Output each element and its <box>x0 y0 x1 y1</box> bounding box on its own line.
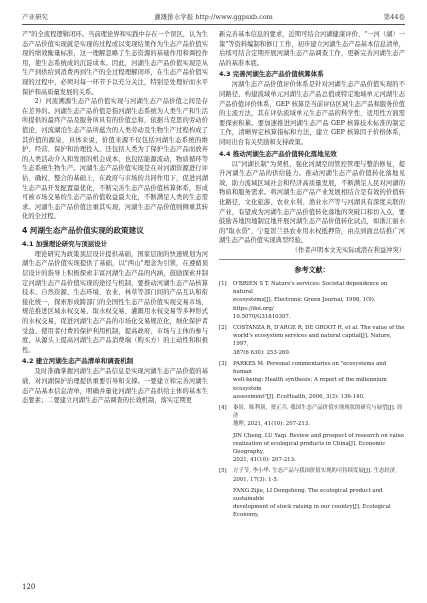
header-journal: 灌溉排水学报 http://www.ggpsxb.com <box>154 13 273 21</box>
reference-line: assessment"[J]. EcoHealth, 2006, 3(3): 136-140. <box>233 393 365 400</box>
reference-item <box>219 487 405 520</box>
reference-item <box>219 360 405 401</box>
reference-number <box>219 487 233 520</box>
reference-line: 地理, 2021, 41(10): 207-213. <box>233 421 310 428</box>
reference-line: realization of ecological products in China[J]. Economic Geography, <box>233 440 386 455</box>
reference-line: well-being: Health synthesis: A report of the millennium ecosystem <box>233 377 387 392</box>
section-4-heading: 4 河湖生态产品价值实现的政策建议 <box>22 225 144 235</box>
paragraph: 河湖生态产品价值评价体系是针对河湖生态产品价值实现的不同路径，构建流域单元河湖生态产品总值或特定地域单元河湖生态产品价值评价体系，GEP 核算是当前评估区域生态产品和服务价值的主流方法，其在评估流域单元生态产品的科学性、适用性方面需要探索积累。要加速推进河湖生态产品 GEP 核算技术标准的制定工作，清晰界定核算指标和方法，建立 GEP 核算因子价格体系，同时出台有关奖励和支持政策。 <box>219 81 405 146</box>
reference-line: ecosystems[J]. Electronic Green Journal, 1998, 1(9). https://doi.org/ <box>233 297 376 312</box>
paragraph: 2）河流溯源生态产品价值实现与河湖生态产品价值之间是存在差异的。河湖生态产品价值是指河湖生态系统为人类生产和生活所提供的最终产品及服务所具有的价值总和，依据马克思的劳动价值论，河流湖泊生态产品所蕴含的人类劳动及生物生产过程构成了其价值的源泉，具体来说，价值来源不仅包括河湖生态系统的维护、经营、保护和治理投入，还包括人类为了保护生态产品而放弃的人类活动介入和发展的机会成本，也包括能源流动，物质循环等生态系统生物生产。河湖生态产品价值实现是在对河湖资源进行评估、确权、整合的基础上，在政府与市场的共同作用下，促进河湖生态产品开发配置最优化，不断完善生态产品价值核算体系，形成可被市场交易的生态产品价值收益最大化，不断满足人类的生态需求。河湖生态产品价值注重其实现，河湖生态产品价值则侧重其转化的全过程。 <box>22 98 208 221</box>
paragraph: 理论研究为政策顶层设计提供基础，国家层面的快速规划为河湖生态产品价值实现提供了基础，以"两山"理念为引领，在遵循顶层设计的指导上积极探索丰富河湖生态产品的内涵，鼓励探索并制定河湖生态产品价值实现的途径与机制，要推动河湖生态产品核算技术、自然资源、生态环境、农业、林草等部门间的产品互认和衔接化统一，探索形成跨部门的全国性生态产品价值实现交易市场，规范推进区域水权交易、取水权交易、灌溉用水权交易等多种形式的水权交易，促进河湖生态产品的市场化交易规范化，细化保护者受益、使用者付费的保护利用机制，提高政府、市场与主体的参与度，从源头上提高河湖生态产品消费端（购买方）的主动性和积极性。 <box>22 250 208 354</box>
reference-number <box>219 432 233 465</box>
left-column <box>22 30 208 406</box>
reference-line: 秦景，陈利顶，贾正兵. 我国生态产品价值实现现状的研究与展望[J]. 经济 <box>233 404 403 420</box>
right-column <box>219 30 405 523</box>
reference-line: 10.5070/G31810307. <box>233 313 291 320</box>
reference-item <box>219 432 405 465</box>
reference-line: O'BRIEN S T. Nature's services: Societal dependence on natural <box>233 281 388 296</box>
header-volume: 第44卷 <box>383 13 405 21</box>
reference-line: 方子节, 李小华. 生态产品与我国价值实现的可持续发展[J]. 生态经济, <box>233 468 397 475</box>
reference-line: FANG Zijie, LI Dongsheng. The ecological product and sustainable <box>233 487 383 502</box>
reference-number: [5] <box>219 468 227 475</box>
page-number: 120 <box>22 583 36 591</box>
reference-number: [4] <box>219 404 227 411</box>
paragraph: 新完善基本信息的要求，近期可结合河湖健康评价、"一河（湖）一策"等资料编制和修订工作，初步建立河湖生态产品基本信息清单，后续可结合定期开展河湖生态产品调查工作，更新完善河湖生态产品的基准本底。 <box>219 31 405 67</box>
running-header <box>22 10 405 25</box>
reference-line: 2021, 41(10): 207-213. <box>233 457 296 464</box>
reference-line: COSTANZA R, D'ARGE R, DE GROOT R, et al. The value of the <box>233 325 405 332</box>
section-4-4-heading: 4.4 推动河湖生态产品价值转化落地见效 <box>219 149 337 158</box>
reference-list <box>219 280 405 519</box>
reference-line: JIN Cheng, LU Yaqi. Review and prospect of research on value <box>233 432 405 439</box>
reference-line: 387(6 630): 253-260. <box>233 349 291 356</box>
reference-item <box>219 280 405 321</box>
reference-item <box>219 324 405 357</box>
references-heading: 参考文献： <box>294 266 330 275</box>
reference-number: [3] <box>219 360 227 367</box>
paragraph: 及时准确掌握河湖生态产品信息是实现河湖生态产品价值的基础，对河湖保护治理提供重要引导和支撑。一要建立和完善河湖生态产品基本信息清单，明确并量化河湖生态产品供给主体的基本生态要素；二要建立河湖生态产品调查的长效机制，落实定期更 <box>22 368 208 405</box>
reference-line: development of stock raising in our country[J]. Ecological Economy, <box>233 504 391 519</box>
section-4-3-heading: 4.3 完善河湖生态产品价值核算体系 <box>219 70 324 79</box>
section-4-2-heading: 4.2 建立河湖生态产品清单和调查机制 <box>22 357 134 366</box>
reference-number: [1] <box>219 281 227 288</box>
reference-number: [2] <box>219 325 227 332</box>
conflict-statement: （作者声明本文无实际或潜在利益冲突） <box>291 246 405 254</box>
reference-item <box>219 467 405 483</box>
reference-line: 2001, 17(3): 1-5. <box>233 476 279 483</box>
paragraph: 以"河湖长制"为契机，强化河湖空间管控管理与整治修复，提升河湖生态产品的供给能力。推动河湖生态产品价值转化落地见效，助力流域区域社会和经济高质量发展，不断满足人民对河湖的物质和服务需求。将河湖生态产品产业发展相结合是有效的价值转化路径，文化旅游、农业水利、渔业水产等与河湖具有深度关联的产业，有望成为河湖生态产品价值转化落地的突破口和切入点，要鼓励各地因地制宜地开展河湖生态产品价值转化试点，如浙江丽水的"取水贷"、宁夏贺兰县农业用水权抵押贷，由点到面总结推广河湖生态产品价值实现典型经验。 <box>219 160 405 245</box>
header-left: 产业研究 <box>22 13 48 21</box>
divider <box>219 259 405 260</box>
reference-line: world's ecosystem services and natural capital[J]. Nature, 1997, <box>233 333 392 348</box>
reference-line: PARKES M. Personal commentaries on "ecosystems and human <box>233 360 387 376</box>
reference-item <box>219 404 405 429</box>
section-4-1-heading: 4.1 加强理论研究与顶层设计 <box>22 239 108 248</box>
paragraph: 产"的全流程逻辑闭环。当前理论界和实践中存在一个误区，认为生态产品价值实现就是实现的过程或以变现结果作为生态产品价值实现的绩效衡量标准，这一理解忽略了生态资源的基础作用和调控作用，使生态系统成的沉淀成本。因此，河湖生态产品价值实现是从生产到供给到消费再到生产的全过程理解闭环，在生态产品价值实现的过程中，必须对每一环节予以充分关注，特别是处理好而水平保护和高质量发展的关系。 <box>22 31 208 96</box>
